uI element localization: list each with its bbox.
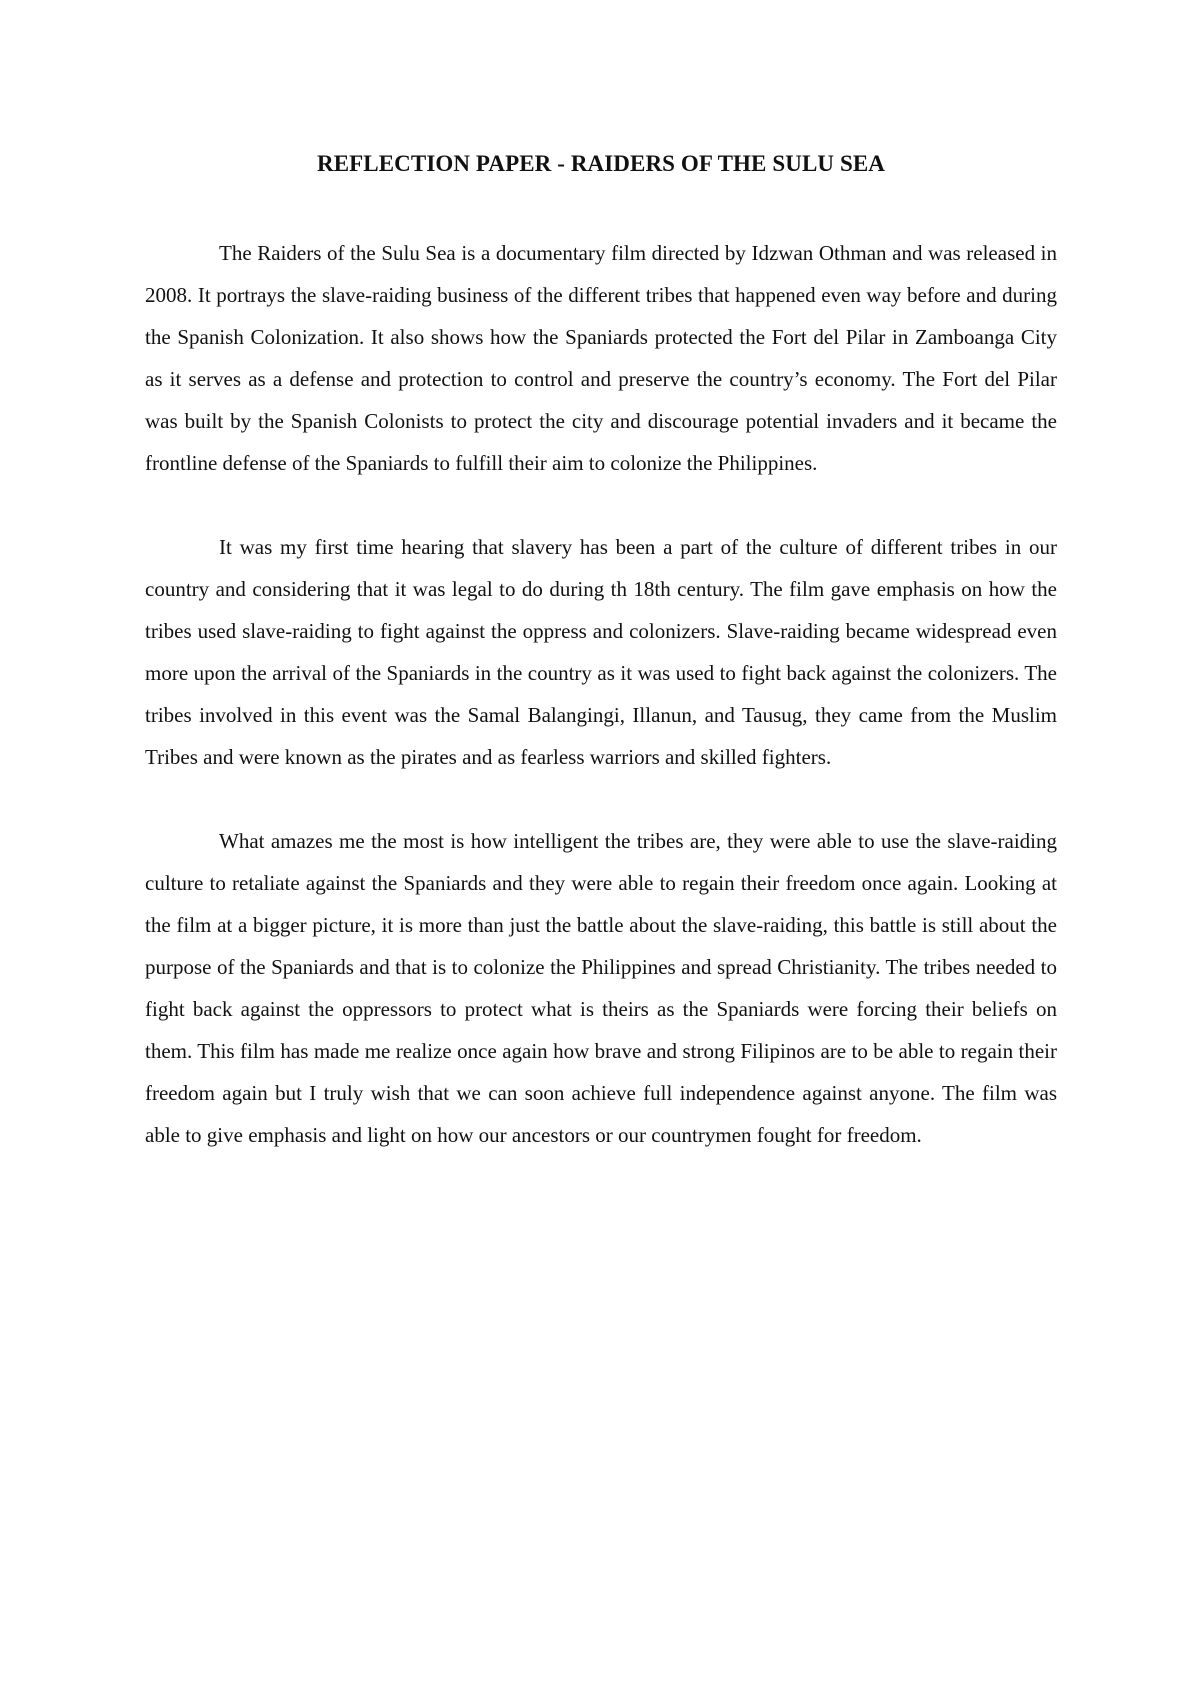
document-body — [145, 232, 1057, 1198]
paragraph-3: What amazes me the most is how intelligent the tribes are, they were able to use the slave-raiding culture to retaliate against the Spaniards and they were able to regain their freedom once again. Looking at the film at a bigger picture, it is more than just the battle about the slave-raiding, this battle is still about the purpose of the Spaniards and that is to colonize the Philippines and spread Christianity. The tribes needed to fight back against the oppressors to protect what is theirs as the Spaniards were forcing their beliefs on them. This film has made me realize once again how brave and strong Filipinos are to be able to regain their freedom again but I truly wish that we can soon achieve full independence against anyone. The film was able to give emphasis and light on how our ancestors or our countrymen fought for freedom. — [145, 829, 1057, 1147]
document-title: REFLECTION PAPER - RAIDERS OF THE SULU SEA — [316, 151, 885, 176]
paragraph-2: It was my first time hearing that slavery has been a part of the culture of different tribes in our country and considering that it was legal to do during th 18th century. The film gave emphasis on how the tribes used slave-raiding to fight against the oppress and colonizers. Slave-raiding became widespread even more upon the arrival of the Spaniards in the country as it was used to fight back against the colonizers. The tribes involved in this event was the Samal Balangingi, Illanun, and Tausug, they came from the Muslim Tribes and were known as the pirates and as fearless warriors and skilled fighters. — [145, 535, 1057, 769]
paragraph-1: The Raiders of the Sulu Sea is a documentary film directed by Idzwan Othman and was released in 2008. It portrays the slave-raiding business of the different tribes that happened even way before and during the Spanish Colonization. It also shows how the Spaniards protected the Fort del Pilar in Zamboanga City as it serves as a defense and protection to control and preserve the country’s economy. The Fort del Pilar was built by the Spanish Colonists to protect the city and discourage potential invaders and it became the frontline defense of the Spaniards to fulfill their aim to colonize the Philippines. — [145, 241, 1057, 475]
